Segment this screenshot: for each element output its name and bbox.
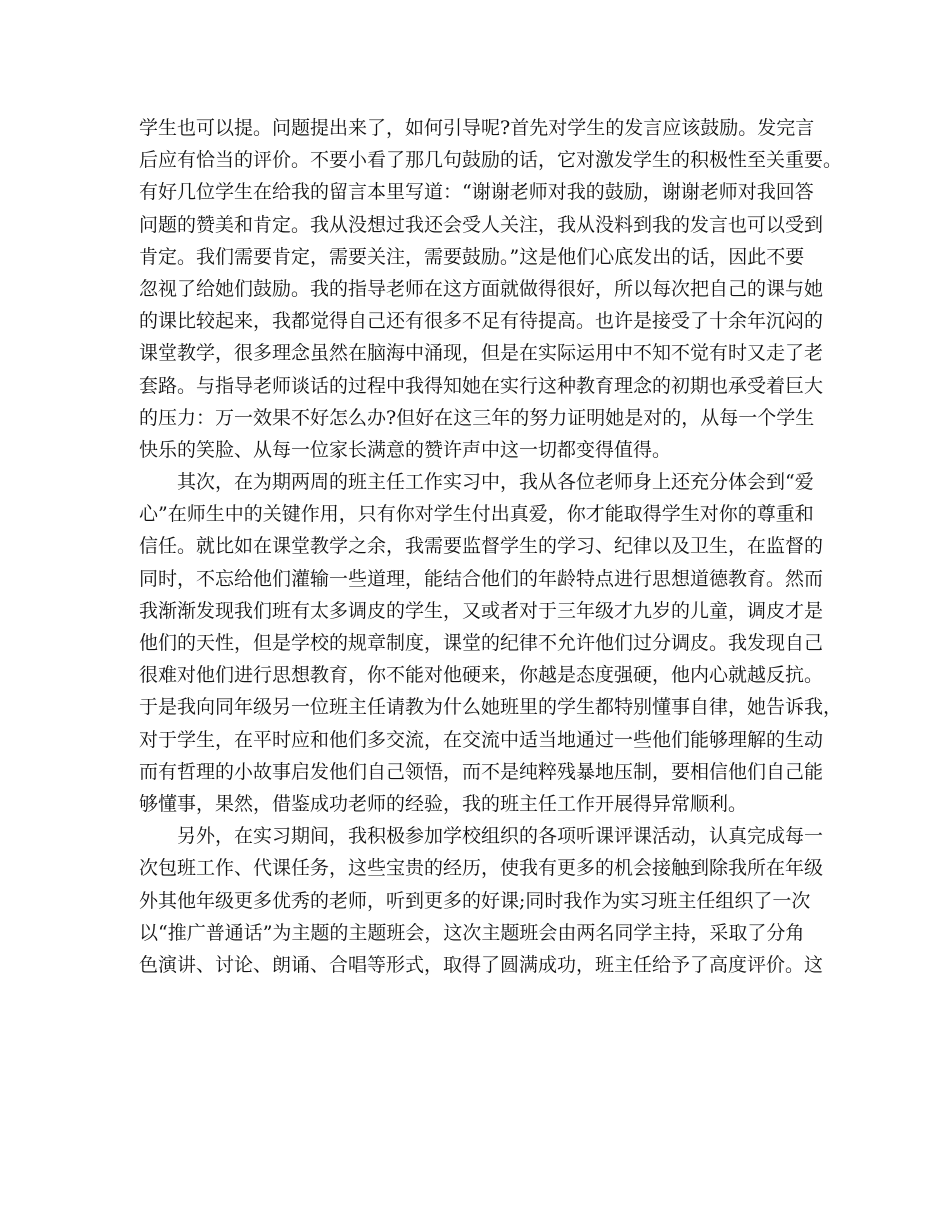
text-line: 而有哲理的小故事启发他们自己领悟，而不是纯粹残暴地压制，要相信他们自己能 [139,760,824,783]
text-line: 的压力：万一效果不好怎么办?但好在这三年的努力证明她是对的，从每一个学生 [139,406,815,429]
text-line: 快乐的笑脸、从每一位家长满意的赞许声中这一切都变得值得。 [139,438,672,461]
text-line: 次包班工作、代课任务，这些宝贵的经历，使我有更多的机会接触到除我所在年级 [139,857,824,880]
paragraph-2 [139,466,843,820]
text-line-indented: 其次，在为期两周的班主任工作实习中，我从各位老师身上还充分体会到“爱 [177,471,814,494]
text-line: 课堂教学，很多理念虽然在脑海中涌现，但是在实际运用中不知不觉有时又走了老 [139,342,824,365]
text-line: 忽视了给她们鼓励。我的指导老师在这方面就做得很好，所以每次把自己的课与她 [139,277,824,300]
document-body [139,112,843,981]
text-line: 他们的天性，但是学校的规章制度，课堂的纪律不允许他们过分调皮。我发现自己 [139,632,824,654]
text-line: 的课比较起来，我都觉得自己还有很多不足有待提高。也许是接受了十余年沉闷的 [139,310,824,333]
text-line: 对于学生，在平时应和他们多交流，在交流中适当地通过一些他们能够理解的生动 [139,728,824,751]
paragraph-3 [139,820,824,981]
text-line: 色演讲、讨论、朗诵、合唱等形式，取得了圆满成功，班主任给予了高度评价。这 [139,953,824,976]
text-line: 套路。与指导老师谈话的过程中我得知她在实行这种教育理念的初期也承受着巨大 [139,374,824,397]
text-line: 问题的赞美和肯定。我从没想过我还会受人关注，我从没料到我的发言也可以受到 [139,213,824,236]
text-line: 有好几位学生在给我的留言本里写道：“谢谢老师对我的鼓励，谢谢老师对我回答 [139,181,814,204]
text-line-indented: 另外，在实习期间，我积极参加学校组织的各项听课评课活动，认真完成每一 [177,825,824,848]
text-line: 肯定。我们需要肯定，需要关注，需要鼓励。”这是他们心底发出的话，因此不要 [139,245,805,268]
text-line: 于是我向同年级另一位班主任请教为什么她班里的学生都特别懂事自律，她告诉我， [139,696,843,719]
text-line: 够懂事，果然，借鉴成功老师的经验，我的班主任工作开展得异常顺利。 [139,792,748,815]
text-line: 以“推广普通话”为主题的主题班会，这次主题班会由两名同学主持，采取了分角 [139,921,805,944]
text-line: 同时，不忘给他们灌输一些道理，能结合他们的年龄特点进行思想道德教育。然而 [139,567,824,590]
text-line: 心”在师生中的关键作用，只有你对学生付出真爱，你才能取得学生对你的尊重和 [139,503,814,526]
text-line: 外其他年级更多优秀的老师，听到更多的好课;同时我作为实习班主任组织了一次 [139,889,811,912]
text-line: 我渐渐发现我们班有太多调皮的学生，又或者对于三年级才九岁的儿童，调皮才是 [139,599,824,622]
text-line: 后应有恰当的评价。不要小看了那几句鼓励的话，它对激发学生的积极性至关重要。 [139,149,843,172]
text-line: 很难对他们进行思想教育，你不能对他硬来，你越是态度强硬，他内心就越反抗。 [139,664,824,687]
text-line: 信任。就比如在课堂教学之余，我需要监督学生的学习、纪律以及卫生，在监督的 [139,535,824,558]
text-line: 学生也可以提。问题提出来了，如何引导呢?首先对学生的发言应该鼓励。发完言 [139,117,815,139]
paragraph-1 [139,112,843,466]
